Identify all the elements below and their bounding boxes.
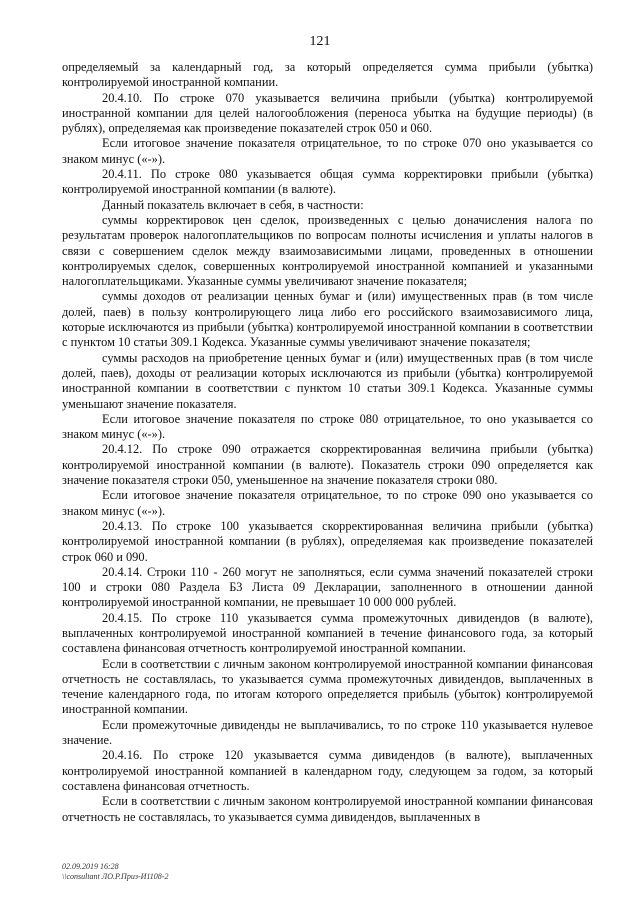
paragraph: Если в соответствии с личным законом контролируемой иностранной компании финансовая отчетность не составлялась, то указывается сумма промежуточных дивидендов, выплаченных в течение календарного года, по итогам которого определяется прибыль (убыток) контролируемой иностранной компании. (62, 656, 593, 717)
paragraph: 20.4.12. По строке 090 отражается скорректированная величина прибыли (убытка) контролируемой иностранной компании (в валюте). Показатель строки 090 определяется как значение показателя строки 050, уменьшенное на значение показателя строки 080. (62, 442, 593, 488)
page-number: 121 (309, 34, 331, 49)
paragraph: 20.4.15. По строке 110 указывается сумма промежуточных дивидендов (в валюте), выплаченных контролируемой иностранной компанией в течение финансового года, за который составлена финансовая отчетность контролируемой иностранной компании. (62, 610, 593, 656)
paragraph: 20.4.11. По строке 080 указывается общая сумма корректировки прибыли (убытка) контролируемой иностранной компании (в валюте). (62, 167, 593, 197)
paragraph: 20.4.13. По строке 100 указывается скорректированная величина прибыли (убытка) контролируемой иностранной компании (в рублях), определяемая как произведение показателей строк 060 и 090. (62, 518, 593, 564)
paragraph: Если итоговое значение показателя отрицательное, то по строке 070 оно указывается со знаком минус («-»). (62, 136, 593, 166)
paragraph: суммы корректировок цен сделок, произведенных с целью доначисления налога по результатам проверок налогоплательщиков по вопросам полноты исчисления и уплаты налогов в связи с совершением сделок между взаимозависимыми лицами, проведенных в отношении контролируемых сделок, совершенных контролируемой иностранной компанией и указанными налогоплательщиками. Указанные суммы увеличивают значение показателя; (62, 212, 593, 289)
paragraph: Если в соответствии с личным законом контролируемой иностранной компании финансовая отчетность не составлялась, то указывается сумма дивидендов, выплаченных в (62, 794, 593, 824)
paragraph: определяемый за календарный год, за который определяется сумма прибыли (убытка) контролируемой иностранной компании. (62, 60, 593, 90)
paragraph: 20.4.16. По строке 120 указывается сумма дивидендов (в валюте), выплаченных контролируемой иностранной компанией в календарном году, следующем за годом, за который составлена финансовая отчетность. (62, 748, 593, 793)
paragraph: Если промежуточные дивиденды не выплачивались, то по строке 110 указывается нулевое значение. (62, 717, 593, 748)
print-path: \\consultant ЛО.Р.Приз-И1108-2 (62, 872, 169, 881)
paragraph: 20.4.14. Строки 110 - 260 могут не заполняться, если сумма значений показателей строки 100 и строки 080 Раздела Б3 Листа 09 Декларации, заполненного в отношении данной контролируемой иностранной компании, не превышает 10 000 000 рублей. (62, 564, 593, 610)
paragraph: суммы доходов от реализации ценных бумаг и (или) имущественных прав (в том числе долей, паев) в пользу контролирующего лица либо его российского взаимозависимого лица, которые исключаются из прибыли (убытка) контролируемой иностранной компании в соответствии с пунктом 10 статьи 309.1 Кодекса. Указанные суммы увеличивают значение показателя; (62, 289, 593, 350)
paragraph: 20.4.10. По строке 070 указывается величина прибыли (убытка) контролируемой иностранной компании для целей налогообложения (переноса убытка на будущие периоды) (в рублях), определяемая как произведение показателей строк 050 и 060. (62, 90, 593, 136)
paragraph: Если итоговое значение показателя отрицательное, то по строке 090 оно указывается со знаком минус («-»). (62, 488, 593, 518)
paragraph: суммы расходов на приобретение ценных бумаг и (или) имущественных прав (в том числе долей, паев), доходы от реализации которых исключаются из прибыли (убытка) контролируемой иностранной компании в соответствии с пунктом 10 статьи 309.1 Кодекса. Указанные суммы уменьшают значение показателя. (62, 350, 593, 411)
paragraph: Данный показатель включает в себя, в частности: (102, 197, 364, 212)
print-timestamp: 02.09.2019 16:28 (62, 862, 119, 871)
document-body (62, 60, 593, 825)
print-footer (62, 862, 168, 882)
paragraph: Если итоговое значение показателя по строке 080 отрицательное, то оно указывается со знаком минус («-»). (62, 411, 593, 442)
